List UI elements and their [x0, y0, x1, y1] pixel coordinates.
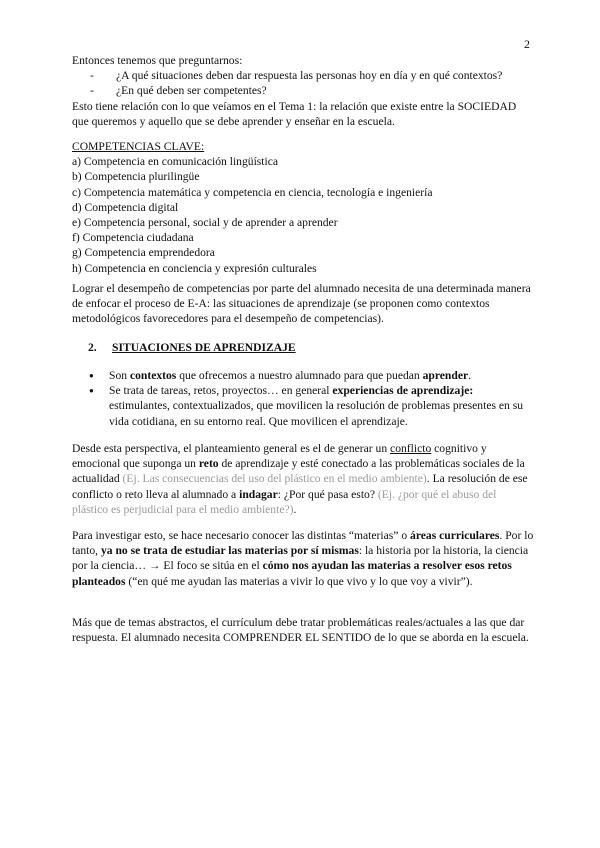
- logro-paragraph: Lograr el desempeño de competencias por parte del alumnado necesita de una determinada manera de enfocar el proceso de E-A: las situaciones de aprendizaje (se proponen como contextos metodológicos favorecedores para el desempeño de competencias).: [72, 282, 531, 326]
- relation-paragraph: Esto tiene relación con lo que veíamos en el Tema 1: la relación que existe entre la SOCIEDAD que queremos y aquello que se debe aprender y enseñar en la escuela.: [72, 99, 517, 128]
- bullet-item: ● Son contextos que ofrecemos a nuestro alumnado para que puedan aprender.: [72, 368, 534, 383]
- question-item: - ¿En qué deben ser competentes?: [72, 83, 532, 98]
- competencias-section: [72, 139, 534, 276]
- competencia-item: d) Competencia digital: [72, 200, 179, 214]
- competencias-heading: COMPETENCIAS CLAVE:: [72, 140, 205, 153]
- abstractos-paragraph: Más que de temas abstractos, el currículum debe tratar problemáticas reales/actuales a las que dar respuesta. El alumnado necesita COMPRENDER EL SENTIDO de lo que se aborda en la escuela.: [72, 616, 529, 645]
- perspectiva-paragraph: Desde esta perspectiva, el planteamiento general es el de generar un conflicto cognitivo y emocional que suponga un reto de aprendizaje y esté conectado a las problemáticas sociales de la actualidad (Ej. Las consecuencias del uso del plástico en el medio ambiente). La resolución de ese conflicto o reto lleva al alumnado a indagar: ¿Por qué pasa esto? (Ej. ¿por qué el abuso del plástico es perjudicial para el medio ambiente?).: [72, 442, 528, 516]
- intro-lead: Entonces tenemos que preguntarnos:: [72, 54, 243, 67]
- competencia-item: c) Competencia matemática y competencia en ciencia, tecnología e ingeniería: [72, 185, 433, 199]
- page-number: 2: [524, 37, 530, 51]
- competencia-item: a) Competencia en comunicación lingüística: [72, 155, 279, 169]
- investigar-paragraph: Para investigar esto, se hace necesario conocer las distintas “materias” o áreas curriculares. Por lo tanto, ya no se trata de estudiar las materias por sí mismas: la historia por la historia, la ciencia por la ciencia… → El foco se sitúa en el cómo nos ayudan las materias a resolver esos retos planteados (“en qué me ayudan las materias a vivir lo que vivo y lo que voy a vivir”).: [72, 529, 534, 588]
- questions-list: [72, 68, 532, 98]
- competencias-list: [72, 154, 534, 276]
- competencia-item: f) Competencia ciudadana: [72, 231, 194, 245]
- section-title: SITUACIONES DE APRENDIZAJE: [112, 341, 296, 354]
- section-number: 2.: [88, 341, 97, 354]
- question-item: - ¿A qué situaciones deben dar respuesta las personas hoy en día y en qué contextos?: [72, 68, 532, 83]
- competencia-item: e) Competencia personal, social y de aprender a aprender: [72, 216, 338, 230]
- intro-section: [72, 53, 532, 129]
- competencia-item: h) Competencia en conciencia y expresión culturales: [72, 261, 317, 275]
- competencia-item: g) Competencia emprendedora: [72, 246, 215, 260]
- competencia-item: b) Competencia plurilingüe: [72, 170, 200, 184]
- bullet-item: ● Se trata de tareas, retos, proyectos… en general experiencias de aprendizaje: estimulantes, contextualizados, que movilicen la resolución de problemas presentes en su vida cotidiana, en su entorno real. Que movilicen el aprendizaje.: [72, 383, 534, 429]
- situaciones-bullets: [72, 368, 534, 429]
- section-heading: [88, 340, 550, 355]
